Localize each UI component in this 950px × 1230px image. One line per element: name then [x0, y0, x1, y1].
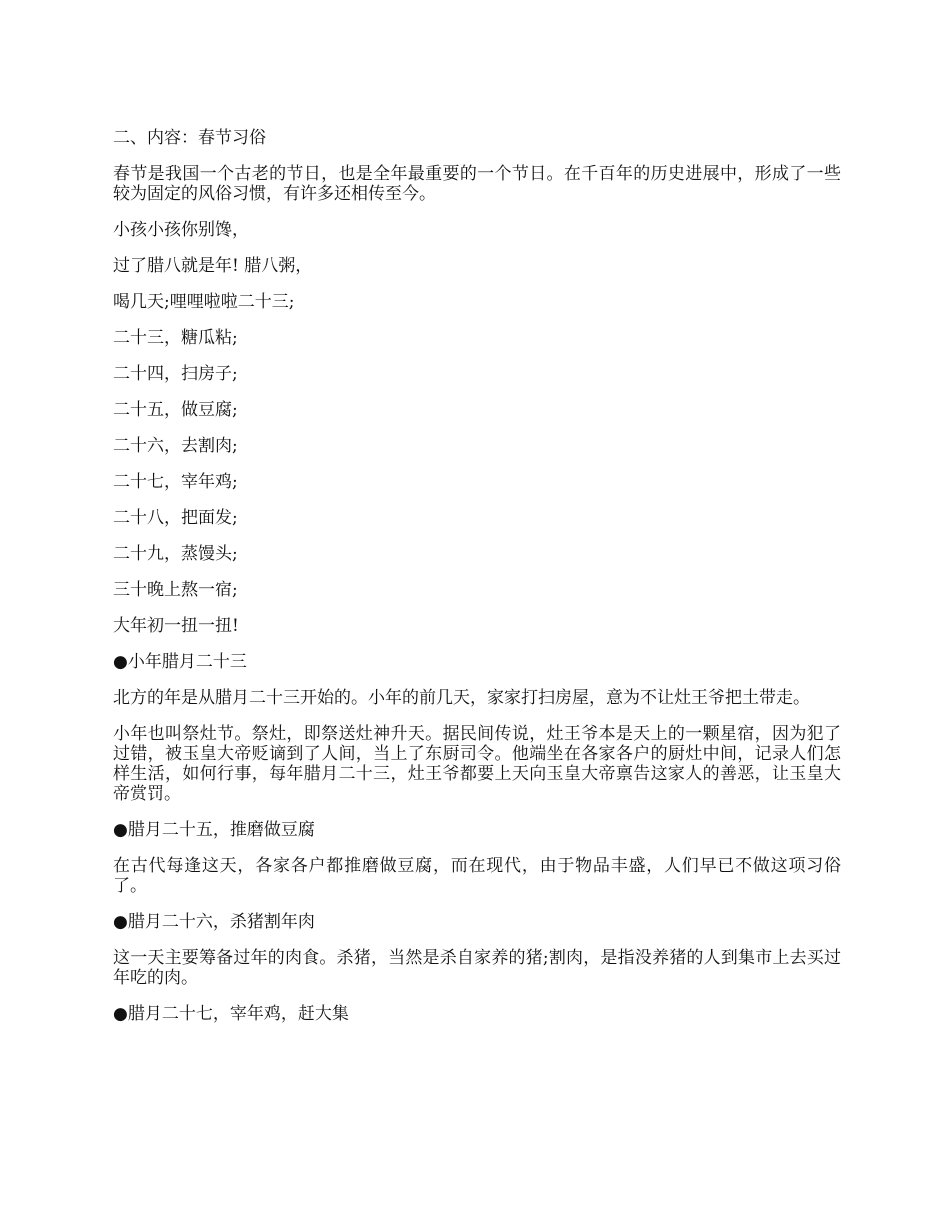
rhyme-line: 二十五，做豆腐; [113, 400, 238, 420]
rhyme-line: 过了腊八就是年! 腊八粥， [113, 256, 313, 276]
section-heading-xiaonian: ●小年腊月二十三 [113, 652, 247, 672]
section-title: 二、内容：春节习俗 [113, 128, 266, 148]
section-paragraph: 小年也叫祭灶节。祭灶，即祭送灶神升天。据民间传说，灶王爷本是天上的一颗星宿，因为犯了过错，被玉皇大帝贬谪到了人间，当上了东厨司令。他端坐在各家各户的厨灶中间，记录人们怎样生活，如何行事，每年腊月二十三，灶王爷都要上天向玉皇大帝禀告这家人的善恶，让玉皇大帝赏罚。 [113, 724, 841, 804]
section-heading-day25: ●腊月二十五，推磨做豆腐 [113, 820, 315, 840]
rhyme-line: 二十七，宰年鸡; [113, 472, 238, 492]
section-heading-day26: ●腊月二十六，杀猪割年肉 [113, 912, 315, 932]
section-paragraph: 这一天主要筹备过年的肉食。杀猪，当然是杀自家养的猪;割肉，是指没养猪的人到集市上去买过年吃的肉。 [113, 948, 841, 988]
rhyme-line: 二十八，把面发; [113, 508, 238, 528]
document-page [113, 128, 841, 1040]
section-heading-day27: ●腊月二十七，宰年鸡，赶大集 [113, 1004, 349, 1024]
rhyme-line: 二十九，蒸馒头; [113, 544, 238, 564]
rhyme-line: 大年初一扭一扭! [113, 616, 239, 636]
rhyme-line: 三十晚上熬一宿; [113, 580, 238, 600]
section-paragraph: 在古代每逢这天，各家各户都推磨做豆腐，而在现代，由于物品丰盛，人们早已不做这项习俗了。 [113, 856, 841, 896]
rhyme-line: 二十六，去割肉; [113, 436, 238, 456]
rhyme-line: 小孩小孩你别馋， [113, 220, 249, 240]
intro-paragraph: 春节是我国一个古老的节日，也是全年最重要的一个节日。在千百年的历史进展中，形成了一些较为固定的风俗习惯，有许多还相传至今。 [113, 164, 841, 204]
rhyme-line: 二十三，糖瓜粘; [113, 328, 238, 348]
rhyme-line: 二十四，扫房子; [113, 364, 238, 384]
rhyme-line: 喝几天;哩哩啦啦二十三; [113, 292, 295, 312]
section-paragraph: 北方的年是从腊月二十三开始的。小年的前几天，家家打扫房屋，意为不让灶王爷把土带走。 [113, 688, 810, 708]
